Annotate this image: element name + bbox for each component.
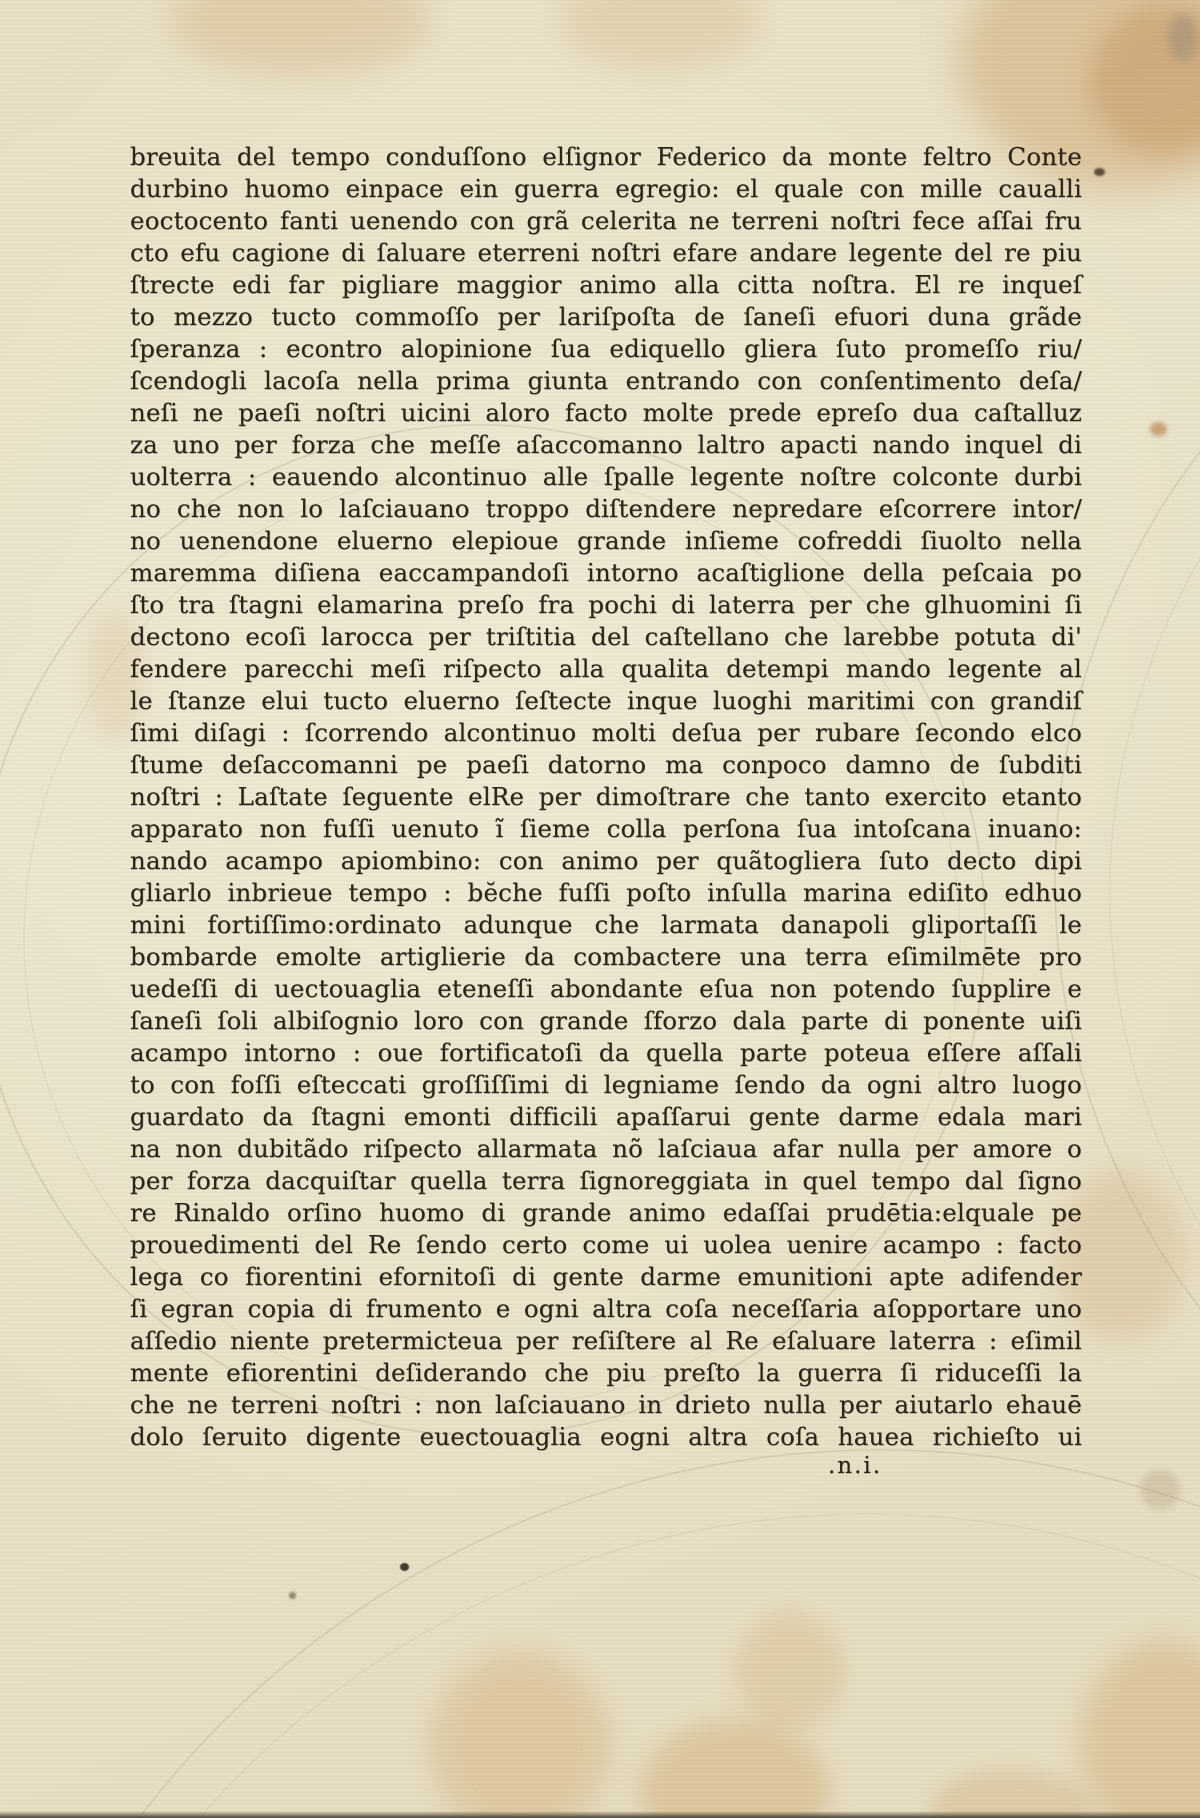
text-line: che ne terreni noſtri : non laſciauano in drieto nulla per aiutarlo ehauē bbox=[130, 1390, 1082, 1419]
text-line: breuita del tempo conduſſono elſignor Federico da monte feltro Conte bbox=[130, 142, 1082, 171]
text-line: eoctocento fanti uenendo con grã celerita ne terreni noſtri fece aſſai fru bbox=[130, 206, 1082, 235]
text-line: ſaneſi ſoli albiſognio loro con grande ſforzo dala parte di ponente uiſi bbox=[130, 1006, 1082, 1035]
foxing-stain bbox=[640, 1720, 830, 1818]
text-line: za uno per forza che meſſe aſaccomanno laltro apacti nando inquel di bbox=[130, 430, 1082, 459]
foxing-stain bbox=[1090, 5, 1200, 155]
text-line: guardato da ſtagni emonti difficili apaſſarui gente darme edala mari bbox=[130, 1102, 1082, 1131]
foxing-stain bbox=[1094, 168, 1105, 176]
foxing-stain bbox=[430, 1650, 610, 1818]
foxing-stain bbox=[1080, 1640, 1200, 1818]
text-line: ſcendogli lacoſa nella prima giunta entrando con conſentimento deſa/ bbox=[130, 366, 1082, 395]
text-line: mente efiorentini deſiderando che piu preſto la guerra ſi riduceſſi la bbox=[130, 1358, 1082, 1387]
text-line: le ſtanze elui tucto eluerno ſeſtecte inque luoghi maritimi con grandiſ bbox=[130, 686, 1082, 715]
text-line: bombarde emolte artiglierie da combactere una terra eſimilmēte pro bbox=[130, 942, 1082, 971]
text-line: apparato non fuſſi uenuto ĩ ſieme colla perſona ſua intoſcana inuano: bbox=[130, 814, 1082, 843]
text-line: noſtri : Laſtate ſeguente elRe per dimoſtrare che tanto exercito etanto bbox=[130, 782, 1082, 811]
page-bottom-edge bbox=[0, 1811, 1200, 1818]
text-line: ſi egran copia di frumento e ogni altra coſa neceſſaria aſopportare uno bbox=[130, 1294, 1082, 1323]
foxing-stain bbox=[560, 0, 760, 70]
text-line: ſimi diſagi : ſcorrendo alcontinuo molti deſua per rubare ſecondo elco bbox=[130, 718, 1082, 747]
text-line: to mezzo tucto commoſſo per lariſpoſta de ſaneſi efuori duna grãde bbox=[130, 302, 1082, 331]
text-line: cto efu cagione di ſaluare eterreni noſtri efare andare legente del re piu bbox=[130, 238, 1082, 267]
foxing-stain bbox=[289, 1592, 296, 1599]
text-line: ſtume deſaccomanni pe paeſi datorno ma conpoco damno de ſubditi bbox=[130, 750, 1082, 779]
text-line: dolo ſeruito digente euectouaglia eogni altra coſa hauea richieſto ui bbox=[130, 1422, 1082, 1451]
text-line: no uenendone eluerno elepioue grande inſieme cofreddi ſiuolto nella bbox=[130, 526, 1082, 555]
text-line: maremma diſiena eaccampandoſi intorno acaſtiglione della peſcaia po bbox=[130, 558, 1082, 587]
text-line: to con foſſi eſteccati groſſiſſimi di legniame ſendo da ogni altro luogo bbox=[130, 1070, 1082, 1099]
text-line: ſtrecte edi far pigliare maggior animo alla citta noſtra. El re inqueſ bbox=[130, 270, 1082, 299]
text-line: na non dubitãdo riſpecto allarmata nõ laſciaua afar nulla per amore o bbox=[130, 1134, 1082, 1163]
text-line: uedeſſi di uectouaglia eteneſſi abondante eſua non potendo ſupplire e bbox=[130, 974, 1082, 1003]
text-line: lega co fiorentini efornitoſi di gente darme emunitioni apte adifender bbox=[130, 1262, 1082, 1291]
text-line: acampo intorno : oue fortificatoſi da quella parte poteua eſſere aſſali bbox=[130, 1038, 1082, 1067]
text-line: neſi ne paeſi noſtri uicini aloro facto molte prede epreſo dua caſtalluz bbox=[130, 398, 1082, 427]
foxing-stain bbox=[170, 0, 430, 75]
text-line: nando acampo apiombino: con animo per quãtogliera ſuto decto dipi bbox=[130, 846, 1082, 875]
text-line: ſto tra ſtagni elamarina preſo fra pochi di laterra per che glhuomini ſi bbox=[130, 590, 1082, 619]
text-line: no che non lo laſciauano troppo diſtendere nepredare eſcorrere intor/ bbox=[130, 494, 1082, 523]
text-line: durbino huomo einpace ein guerra egregio: el quale con mille caualli bbox=[130, 174, 1082, 203]
text-line: fendere parecchi meſi riſpecto alla qualita detempi mando legente al bbox=[130, 654, 1082, 683]
foxing-stain bbox=[1150, 422, 1167, 436]
text-block bbox=[130, 141, 1082, 1453]
text-line: ſperanza : econtro alopinione ſua ediquello gliera ſuto promeſſo riu/ bbox=[130, 334, 1082, 363]
text-line: prouedimenti del Re ſendo certo come ui uolea uenire acampo : facto bbox=[130, 1230, 1082, 1259]
text-line: per forza dacquiſtar quella terra ſignoreggiata in quel tempo dal ſigno bbox=[130, 1166, 1082, 1195]
text-line: mini fortiſſimo:ordinato adunque che larmata danapoli gliportaſſi le bbox=[130, 910, 1082, 939]
text-line: dectono ecoſi larocca per triſtitia del caſtellano che larebbe potuta di' bbox=[130, 622, 1082, 651]
text-line: re Rinaldo orſino huomo di grande animo edaſſai prudētia:elquale pe bbox=[130, 1198, 1082, 1227]
foxing-stain bbox=[735, 1610, 845, 1730]
text-line: uolterra : eauendo alcontinuo alle ſpalle legente noſtre colconte durbi bbox=[130, 462, 1082, 491]
foxing-stain bbox=[1140, 1470, 1180, 1510]
foxing-stain bbox=[1168, 14, 1198, 62]
text-line: aſſedio niente pretermicteua per reſiſtere al Re eſaluare laterra : eſimil bbox=[130, 1326, 1082, 1355]
text-line: gliarlo inbrieue tempo : bĕche fuſſi poſto inſulla marina ediſito edhuo bbox=[130, 878, 1082, 907]
foxing-stain bbox=[400, 1563, 409, 1571]
signature-mark: .n.i. bbox=[828, 1453, 883, 1479]
